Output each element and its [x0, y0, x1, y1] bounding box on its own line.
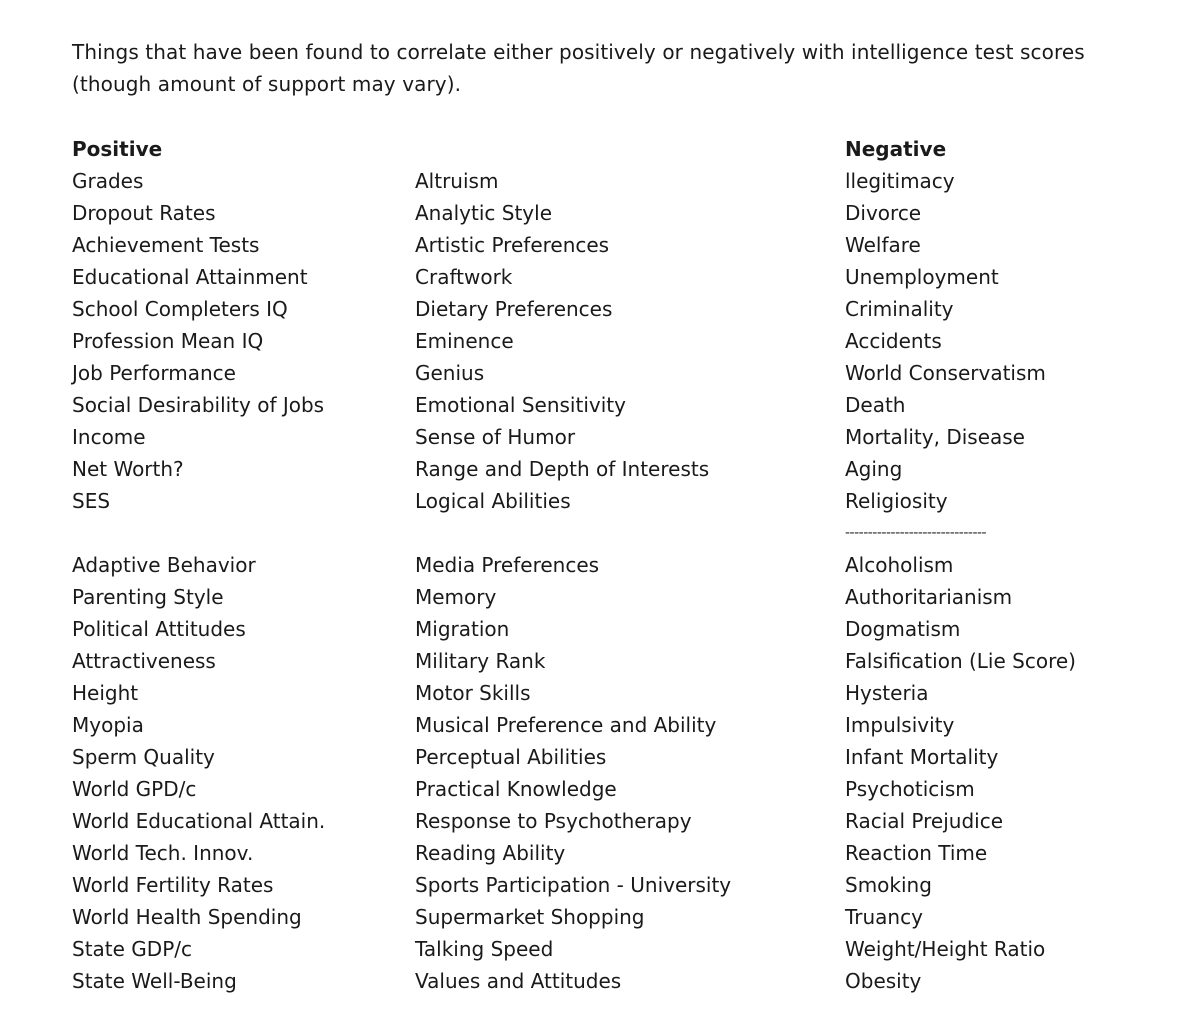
list-item: Reading Ability [415, 841, 566, 865]
positive-col2-top-list [415, 165, 835, 517]
list-item: Range and Depth of Interests [415, 457, 710, 481]
list-item: Dogmatism [845, 617, 961, 641]
list-item: Authoritarianism [845, 585, 1013, 609]
list-item: Obesity [845, 969, 922, 993]
list-item: World Educational Attain. [72, 809, 326, 833]
list-item: Aging [845, 457, 903, 481]
list-item: Truancy [845, 905, 923, 929]
list-item: World Conservatism [845, 361, 1046, 385]
list-item: Smoking [845, 873, 932, 897]
list-item: Altruism [415, 169, 499, 193]
list-item: Accidents [845, 329, 942, 353]
list-item: Mortality, Disease [845, 425, 1025, 449]
list-item: School Completers IQ [72, 297, 288, 321]
list-item: Psychoticism [845, 777, 975, 801]
spacer [72, 517, 402, 549]
list-item: Reaction Time [845, 841, 988, 865]
intro-line-2: (though amount of support may vary). [72, 72, 462, 96]
list-item: Military Rank [415, 649, 546, 673]
list-item: Attractiveness [72, 649, 216, 673]
list-item: Income [72, 425, 146, 449]
negative-top-list [845, 165, 1185, 517]
list-item: Hysteria [845, 681, 929, 705]
list-item: Media Preferences [415, 553, 600, 577]
list-item: Response to Psychotherapy [415, 809, 692, 833]
list-item: Death [845, 393, 906, 417]
list-item: Criminality [845, 297, 954, 321]
list-item: Dropout Rates [72, 201, 216, 225]
negative-divider: ------------------------------- [845, 525, 987, 541]
positive-column-2 [415, 133, 835, 997]
list-item: Social Desirability of Jobs [72, 393, 325, 417]
list-item: Religiosity [845, 489, 948, 513]
list-item: Infant Mortality [845, 745, 999, 769]
list-item: Height [72, 681, 139, 705]
list-item: Talking Speed [415, 937, 554, 961]
list-item: Alcoholism [845, 553, 954, 577]
list-item: llegitimacy [845, 169, 955, 193]
positive-column-1 [72, 133, 402, 997]
list-item: Impulsivity [845, 713, 955, 737]
list-item: Weight/Height Ratio [845, 937, 1046, 961]
list-item: Parenting Style [72, 585, 224, 609]
list-item: Educational Attainment [72, 265, 308, 289]
negative-bottom-list [845, 549, 1185, 997]
list-item: Falsification (Lie Score) [845, 649, 1076, 673]
list-item: Genius [415, 361, 485, 385]
list-item: Perceptual Abilities [415, 745, 607, 769]
list-item: Divorce [845, 201, 922, 225]
positive-heading: Positive [72, 137, 163, 161]
list-item: Grades [72, 169, 144, 193]
intro-line-1: Things that have been found to correlate either positively or negatively with intelligence test scores [72, 40, 1085, 64]
list-item: Craftwork [415, 265, 513, 289]
list-item: Analytic Style [415, 201, 552, 225]
list-item: Artistic Preferences [415, 233, 610, 257]
list-item: World Health Spending [72, 905, 302, 929]
positive-col2-bottom-list [415, 549, 835, 997]
list-item: Sense of Humor [415, 425, 576, 449]
list-item: Welfare [845, 233, 921, 257]
list-item: State Well-Being [72, 969, 237, 993]
list-item: Eminence [415, 329, 514, 353]
list-item: Motor Skills [415, 681, 531, 705]
list-item: Job Performance [72, 361, 236, 385]
list-item: Political Attitudes [72, 617, 246, 641]
list-item: World GPD/c [72, 777, 197, 801]
spacer [415, 517, 835, 549]
list-item: Adaptive Behavior [72, 553, 256, 577]
list-item: World Tech. Innov. [72, 841, 254, 865]
negative-column [845, 133, 1185, 997]
list-item: Supermarket Shopping [415, 905, 645, 929]
list-item: Migration [415, 617, 510, 641]
list-item: Racial Prejudice [845, 809, 1004, 833]
list-item: Sperm Quality [72, 745, 215, 769]
intro-paragraph [72, 36, 1192, 100]
list-item: Memory [415, 585, 497, 609]
positive-col1-top-list [72, 165, 402, 517]
list-item: Unemployment [845, 265, 999, 289]
list-item: Emotional Sensitivity [415, 393, 626, 417]
list-item: Achievement Tests [72, 233, 260, 257]
negative-heading: Negative [845, 137, 947, 161]
list-item: SES [72, 489, 111, 513]
list-item: Values and Attitudes [415, 969, 622, 993]
list-item: World Fertility Rates [72, 873, 274, 897]
list-item: Sports Participation - University [415, 873, 732, 897]
list-item: State GDP/c [72, 937, 192, 961]
list-item: Logical Abilities [415, 489, 571, 513]
list-item: Practical Knowledge [415, 777, 617, 801]
heading-spacer [415, 133, 835, 165]
list-item: Profession Mean IQ [72, 329, 264, 353]
list-item: Myopia [72, 713, 144, 737]
list-item: Net Worth? [72, 457, 184, 481]
list-item: Dietary Preferences [415, 297, 613, 321]
positive-col1-bottom-list [72, 549, 402, 997]
list-item: Musical Preference and Ability [415, 713, 717, 737]
